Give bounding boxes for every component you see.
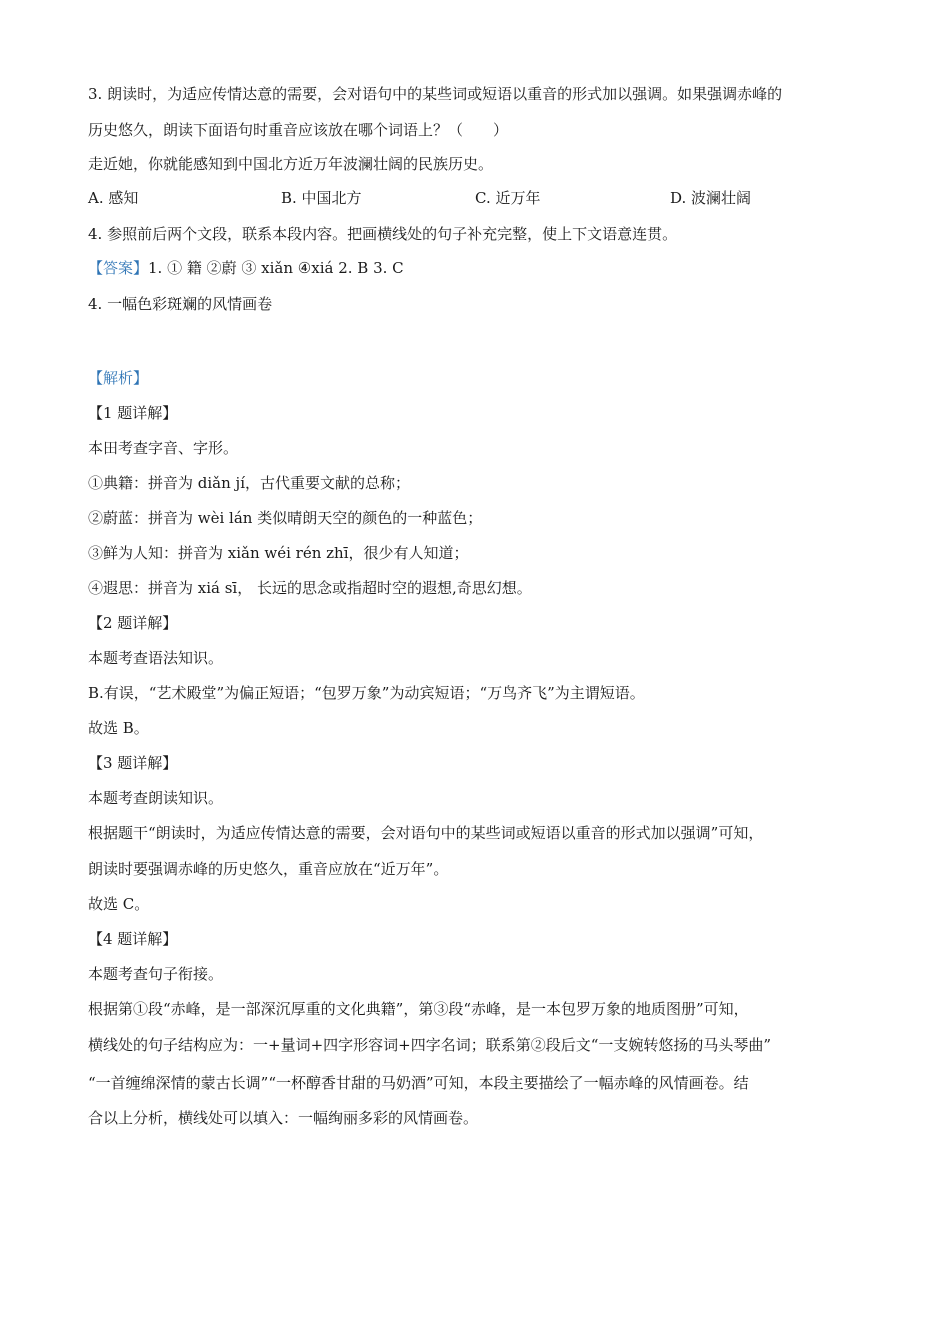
q4-stem: 4. 参照前后两个文段，联系本段内容。把画横线处的句子补充完整，使上下文语意连贯。 (88, 225, 678, 243)
section-4-title: 【4 题详解】 (88, 930, 178, 948)
section-1-line: ①典籍：拼音为 diǎn jí，古代重要文献的总称； (88, 474, 410, 492)
q3-option-b: B. 中国北方 (281, 189, 362, 207)
section-1-line: ④遐思：拼音为 xiá sī， 长远的思念或指超时空的遐想,奇思幻想。 (88, 579, 532, 597)
section-4-line: 本题考查句子衔接。 (88, 965, 224, 983)
section-3-title: 【3 题详解】 (88, 754, 178, 772)
section-3-line: 故选 C。 (88, 895, 150, 913)
section-4-line: 根据第①段“赤峰，是一部深沉厚重的文化典籍”，第③段“赤峰，是一本包罗万象的地质图册”可知， (88, 1000, 749, 1018)
q3-option-a: A. 感知 (88, 189, 139, 207)
section-4-line: “一首缠绵深情的蒙古长调”“一杯醇香甘甜的马奶酒”可知，本段主要描绘了一幅赤峰的风情画卷。结 (88, 1074, 749, 1092)
section-3-line: 本题考查朗读知识。 (88, 789, 224, 807)
q3-stem-line-2: 历史悠久，朗读下面语句时重音应该放在哪个词语上？（ ） (88, 121, 509, 139)
q3-option-c: C. 近万年 (475, 189, 541, 207)
section-4-line: 合以上分析，横线处可以填入：一幅绚丽多彩的风情画卷。 (88, 1109, 479, 1127)
section-1-line: ②蔚蓝：拼音为 wèi lán 类似晴朗天空的颜色的一种蓝色； (88, 509, 483, 527)
section-1-title: 【1 题详解】 (88, 404, 178, 422)
section-2-title: 【2 题详解】 (88, 614, 178, 632)
section-1-line: ③鲜为人知：拼音为 xiǎn wéi rén zhī，很少有人知道； (88, 544, 469, 562)
analysis-tag: 【解析】 (88, 369, 149, 387)
answer-tag: 【答案】 (88, 259, 149, 277)
section-2-line: 故选 B。 (88, 719, 149, 737)
answer-text: 1. ① 籍 ②蔚 ③ xiǎn ④xiá 2. B 3. C (148, 259, 404, 277)
section-4-line: 横线处的句子结构应为：一+量词+四字形容词+四字名词；联系第②段后文“一支婉转悠扬的马头琴曲” (88, 1036, 772, 1054)
section-2-line: B.有误，“艺术殿堂”为偏正短语；“包罗万象”为动宾短语；“万鸟齐飞”为主谓短语。 (88, 684, 645, 702)
section-3-line: 根据题干“朗读时，为适应传情达意的需要，会对语句中的某些词或短语以重音的形式加以强调”可知， (88, 824, 764, 842)
q3-stem-line-1: 3. 朗读时，为适应传情达意的需要，会对语句中的某些词或短语以重音的形式加以强调。如果强调赤峰的 (88, 85, 783, 103)
section-1-line: 本田考查字音、字形。 (88, 439, 239, 457)
q3-options (88, 188, 868, 208)
section-2-line: 本题考查语法知识。 (88, 649, 224, 667)
answer-line-2: 4. 一幅色彩斑斓的风情画卷 (88, 295, 273, 313)
q3-sentence: 走近她，你就能感知到中国北方近万年波澜壮阔的民族历史。 (88, 155, 494, 173)
q3-option-d: D. 波澜壮阔 (670, 189, 752, 207)
section-3-line: 朗读时要强调赤峰的历史悠久，重音应放在“近万年”。 (88, 860, 449, 878)
answer-line-1 (88, 258, 868, 278)
